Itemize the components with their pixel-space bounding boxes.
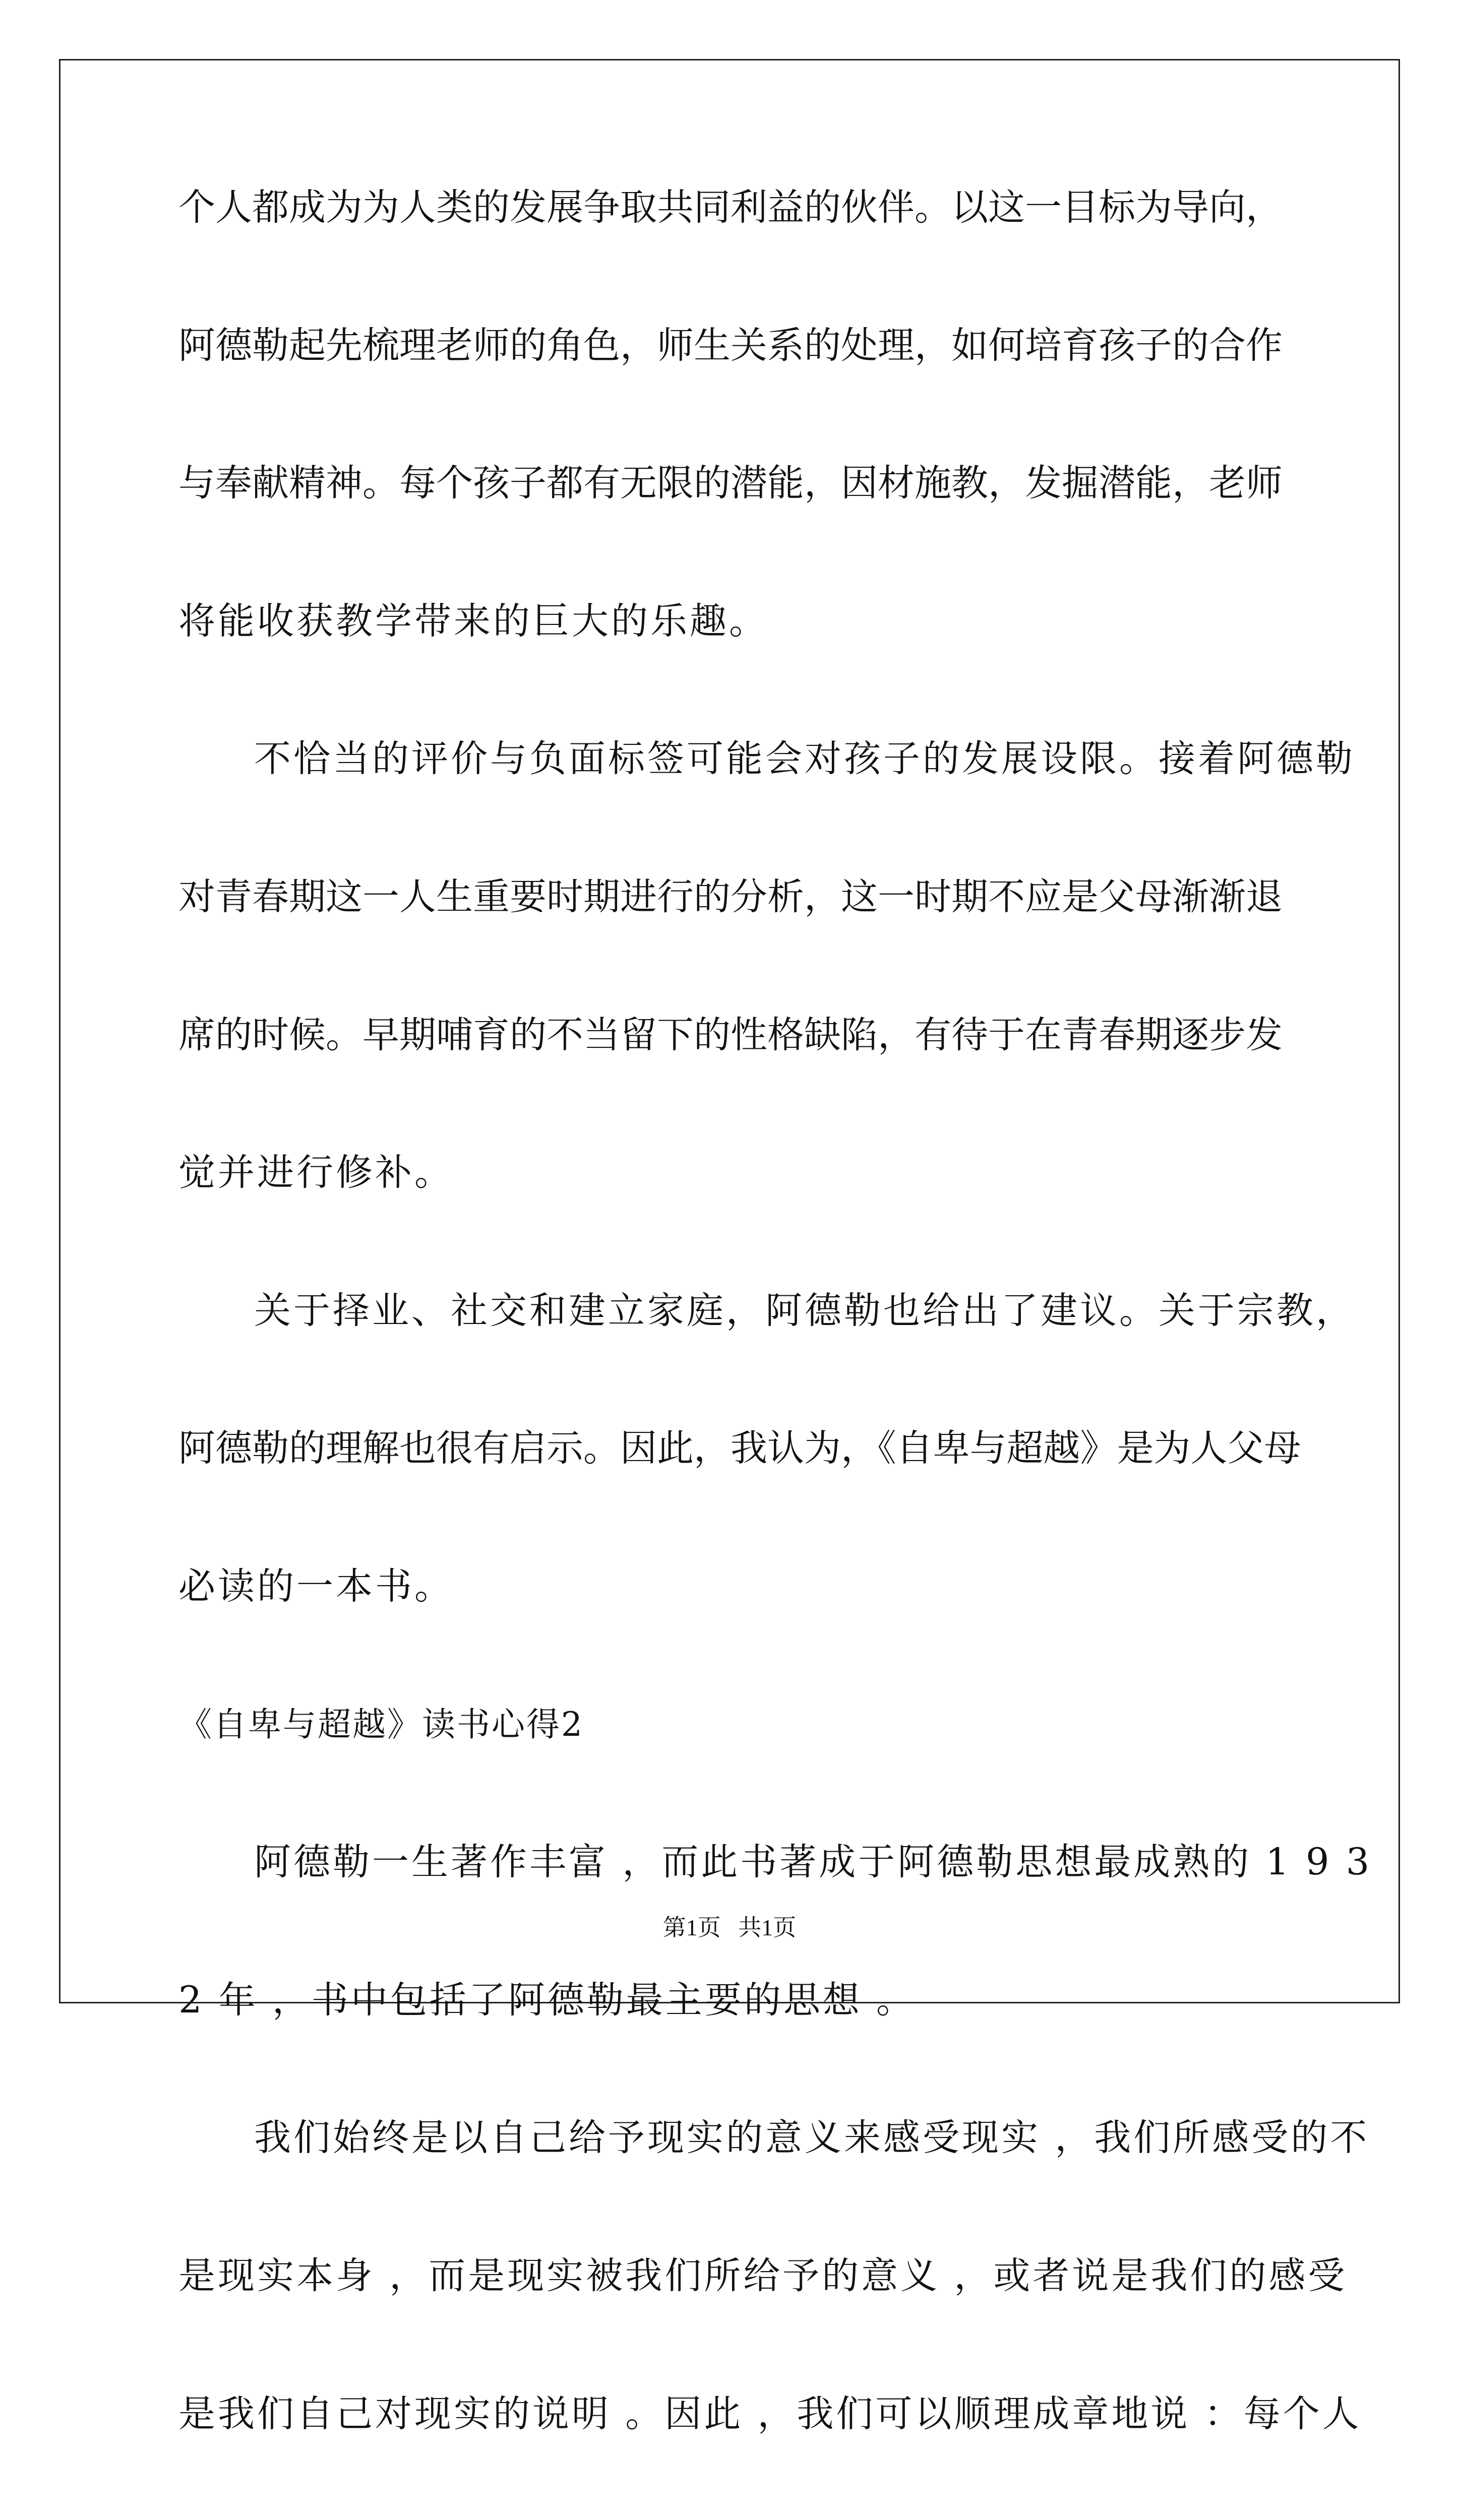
text-line: 觉并进行修补。: [178, 1148, 1283, 1286]
text-line: 2 年 ，书中包括了阿德勒最主要的思想 。: [178, 1975, 1283, 2113]
text-line: 不恰当的评价与负面标签可能会对孩子的发展设限。接着阿德勒: [178, 734, 1283, 872]
text-line: 必读的一本书。: [178, 1561, 1283, 1699]
text-line: 阿德勒起先梳理老师的角色，师生关系的处理，如何培育孩子的合作: [178, 321, 1283, 459]
text-line: 席的时候。早期哺育的不当留下的性格缺陷，有待于在青春期逐步发: [178, 1010, 1283, 1148]
document-body: [178, 182, 1283, 2520]
text-line: 对青春期这一人生重要时期进行的分析，这一时期不应是父母渐渐退: [178, 872, 1283, 1010]
page-footer: 第1页 共1页: [0, 1913, 1459, 1943]
section-heading: 《自卑与超越》读书心得2: [178, 1699, 1283, 1838]
text-line: 阿德勒一生著作丰富 ，而此书著成于阿德勒思想最成熟的 1 9 3: [178, 1837, 1283, 1975]
text-line: 个人都成为为人类的发展争取共同利益的伙伴。以这一目标为导向，: [178, 182, 1283, 321]
text-line: 我们始终是以自己给予现实的意义来感受现实 ，我们所感受的不: [178, 2113, 1283, 2251]
text-line: 是现实本身 ，而是现实被我们所给予的意义 ，或者说是我们的感受: [178, 2251, 1283, 2389]
text-line: 与奉献精神。每个孩子都有无限的潜能，因材施教，发掘潜能，老师: [178, 458, 1283, 596]
text-line: 将能收获教学带来的巨大的乐趣。: [178, 596, 1283, 734]
text-line: 关于择业、社交和建立家庭，阿德勒也给出了建议。关于宗教，: [178, 1286, 1283, 1424]
text-line: 阿德勒的理解也很有启示。因此，我认为，《自卑与超越》是为人父母: [178, 1423, 1283, 1561]
text-line: 是我们自己对现实的说明 。因此 ，我们可以顺理成章地说 ：每个人: [178, 2389, 1283, 2520]
